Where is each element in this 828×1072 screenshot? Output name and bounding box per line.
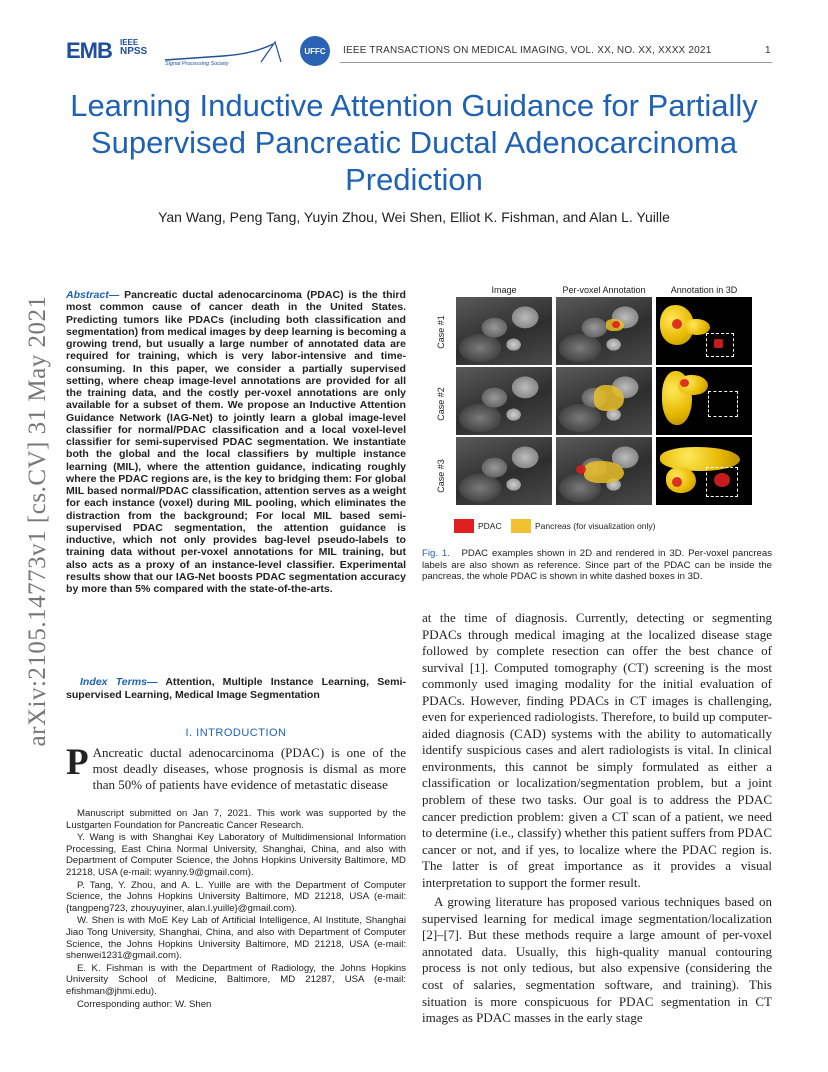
footnote: Y. Wang is with Shanghai Key Laboratory of Multidimensional Information Processing, East China Normal University, Shanghai, China, and also with Department of Computer Science, the Johns Hopkins University Baltimore, MD 21218, USA (e-mail: wyanny.9@gmail.com).	[66, 832, 406, 878]
annotation-3d-render	[656, 367, 752, 435]
abstract	[66, 289, 406, 595]
footnote: E. K. Fishman is with the Department of Radiology, the Johns Hopkins University School of Medicine, Baltimore, MD 21287, USA (e-mail: efishman@jhmi.edu).	[66, 962, 406, 997]
per-voxel-annotation-image	[556, 297, 652, 365]
dropcap-letter: P	[66, 742, 89, 783]
legend-label-pancreas: Pancreas (for visualization only)	[535, 521, 656, 531]
figure-caption-text: PDAC examples shown in 2D and rendered in 3D. Per-voxel pancreas labels are also shown as reference. Since part of the PDAC can be inside the pancreas, the whole PDAC is shown in white dashed boxes in 3D.	[422, 548, 772, 583]
ct-image	[456, 367, 552, 435]
abstract-text: Pancreatic ductal adenocarcinoma (PDAC) is the third most common cause of cancer death in the United States. Predicting tumors like PDACs (including both classification and segmentation) from medical images by deep learning is becoming a growing trend, but usually a large number of annotated data are required for training, which is very labor-intensive and time-consuming. In this paper, we consider a partially supervised setting, where cheap image-level annotations are provided for all the training data, and the costly per-voxel annotations are only available for a subset of them. We propose an Inductive Attention Guidance Network (IAG-Net) to jointly learn a global image-level classifier for normal/PDAC classification and a local voxel-level classifier for semi-supervised PDAC segmentation. We instantiate both the global and the local classifiers by multiple instance learning (MIL), where the attention guidance, indicating roughly where the PDAC regions are, is the key to bridging them: For global MIL based normal/PDAC classification, attention serves as a weight for each instance (voxel) during MIL pooling, which eliminates the distraction from the background; For local MIL based semi-supervised PDAC segmentation, the attention guidance is inductive, which not only provides bag-level pseudo-labels to training data without per-voxel annotations for MIL training, but also acts as a proxy of an instance-level classifier. Experimental results show that our IAG-Net boosts PDAC segmentation accuracy by more than 5% compared with the state-of-the-arts.	[66, 289, 406, 595]
uffc-logo: UFFC	[300, 36, 330, 66]
legend-label-pdac: PDAC	[478, 521, 502, 531]
per-voxel-annotation-image	[556, 367, 652, 435]
case-label-text: Case #2	[436, 387, 446, 421]
index-terms-heading: Index Terms—	[80, 676, 158, 688]
footnote: W. Shen is with MoE Key Lab of Artificial Intelligence, AI Institute, Shanghai Jiao Tong University, Shanghai, China, and also with Department of Computer Science, the Johns Hopkins University Baltimore, MD 21218, USA (e-mail: shenwei1231@gmail.com).	[66, 915, 406, 962]
page-number: 1	[765, 45, 771, 56]
legend-swatch-pancreas	[511, 519, 531, 533]
footnote: Corresponding author: W. Shen	[77, 998, 212, 1010]
figure-caption	[422, 548, 772, 583]
paper-title: Learning Inductive Attention Guidance for Partially Supervised Pancreatic Ductal Adenocarcinoma Prediction	[70, 88, 758, 197]
header-divider	[340, 62, 772, 63]
annotation-3d-render	[656, 297, 752, 365]
npss-logo-text: NPSS	[120, 46, 148, 57]
ieee-npss-logo	[120, 38, 156, 56]
case-label	[432, 297, 450, 367]
footnotes	[66, 808, 406, 1011]
abstract-heading: Abstract—	[66, 289, 120, 301]
introduction-paragraph	[66, 742, 406, 794]
introduction-text: Ancreatic ductal adenocarcinoma (PDAC) is one of the most deadly diseases, whose prognosis is dismal as more than 50% of patients have evidence of metastatic disease	[92, 745, 406, 793]
figure-column-header: Annotation in 3D	[670, 285, 738, 295]
arxiv-stamp	[18, 278, 58, 764]
footnote: P. Tang, Y. Zhou, and A. L. Yuille are with the Department of Computer Science, the Johns Hopkins University Baltimore, MD 21218, USA (e-mail: {tangpeng723, zhouyuyiner, alan.l.yuille}@gmail.com).	[66, 879, 406, 914]
case-label	[432, 369, 450, 439]
ieee-logo-text: IEEE	[120, 38, 139, 47]
annotation-3d-render	[656, 437, 752, 505]
body-paragraph: at the time of diagnosis. Currently, detecting or segmenting PDACs through medical imaging at the localized disease stage followed by complete resection can offer the best chance of survival [1]. Computed tomography (CT) screening is the most commonly used imaging modality for the initial evaluation of PDACs. However, finding PDACs in CT images is challenging, even for experienced radiologists. Therefore, to build up computer-aided diagnosis (CAD) systems with the ability to automatically identify suspicious cases and alert radiologists is vital. In clinical environments, this cannot be simply formulated as either a classification or localization/segmentation problem, but a joint problem of these two tasks. Our goal is to address the PDAC cancer prediction problem: given a CT scan of a patient, we need to determine (i.e., classify) whether this patient suffers from PDAC cancer or not, and if yes, to localize where the PDAC region is. The latter is of great importance as it provides a visual interpretation to support the former result.	[422, 610, 772, 890]
sps-logo-text: Signal Processing Society	[165, 61, 229, 66]
index-terms-text: Attention, Multiple Instance Learning, Semi-supervised Learning, Medical Image Segmentation	[66, 676, 406, 701]
case-label-text: Case #3	[436, 459, 446, 493]
emb-logo: EMB	[66, 38, 112, 63]
footnote: Manuscript submitted on Jan 7, 2021. This work was supported by the Lustgarten Foundation for Pancreatic Cancer Research.	[66, 808, 406, 831]
journal-running-head: IEEE TRANSACTIONS ON MEDICAL IMAGING, VOL. XX, NO. XX, XXXX 2021	[343, 45, 712, 56]
signal-processing-society-logo	[163, 40, 293, 66]
body-paragraph: A growing literature has proposed various techniques based on supervised learning for medical image segmentation/localization [2]–[7]. But these methods require a large amount of per-voxel annotated data. Usually, this high-quality manual contouring process is not only tedious, but also expensive (considering the cost of salaries, segmentation software, and training). This situation is more conspicuous for PDAC segmentation in CT images as PDAC masses in the early stage	[422, 894, 772, 1026]
section-heading-introduction: I. INTRODUCTION	[185, 727, 287, 739]
case-label	[432, 441, 450, 511]
arxiv-stamp-text: arXiv:2105.14773v1 [cs.CV] 31 May 2021	[24, 295, 51, 747]
per-voxel-annotation-image	[556, 437, 652, 505]
figure-1	[428, 285, 774, 535]
index-terms	[66, 676, 406, 701]
figure-column-header: Per-voxel Annotation	[562, 285, 646, 295]
figure-caption-label: Fig. 1.	[422, 548, 450, 559]
legend-swatch-pdac	[454, 519, 474, 533]
case-label-text: Case #1	[436, 315, 446, 349]
right-column-body	[422, 610, 772, 1027]
ct-image	[456, 297, 552, 365]
figure-column-header: Image	[491, 285, 517, 295]
paper-authors: Yan Wang, Peng Tang, Yuyin Zhou, Wei Shen, Elliot K. Fishman, and Alan L. Yuille	[158, 209, 670, 225]
ct-image	[456, 437, 552, 505]
sps-wave-icon	[163, 40, 293, 66]
